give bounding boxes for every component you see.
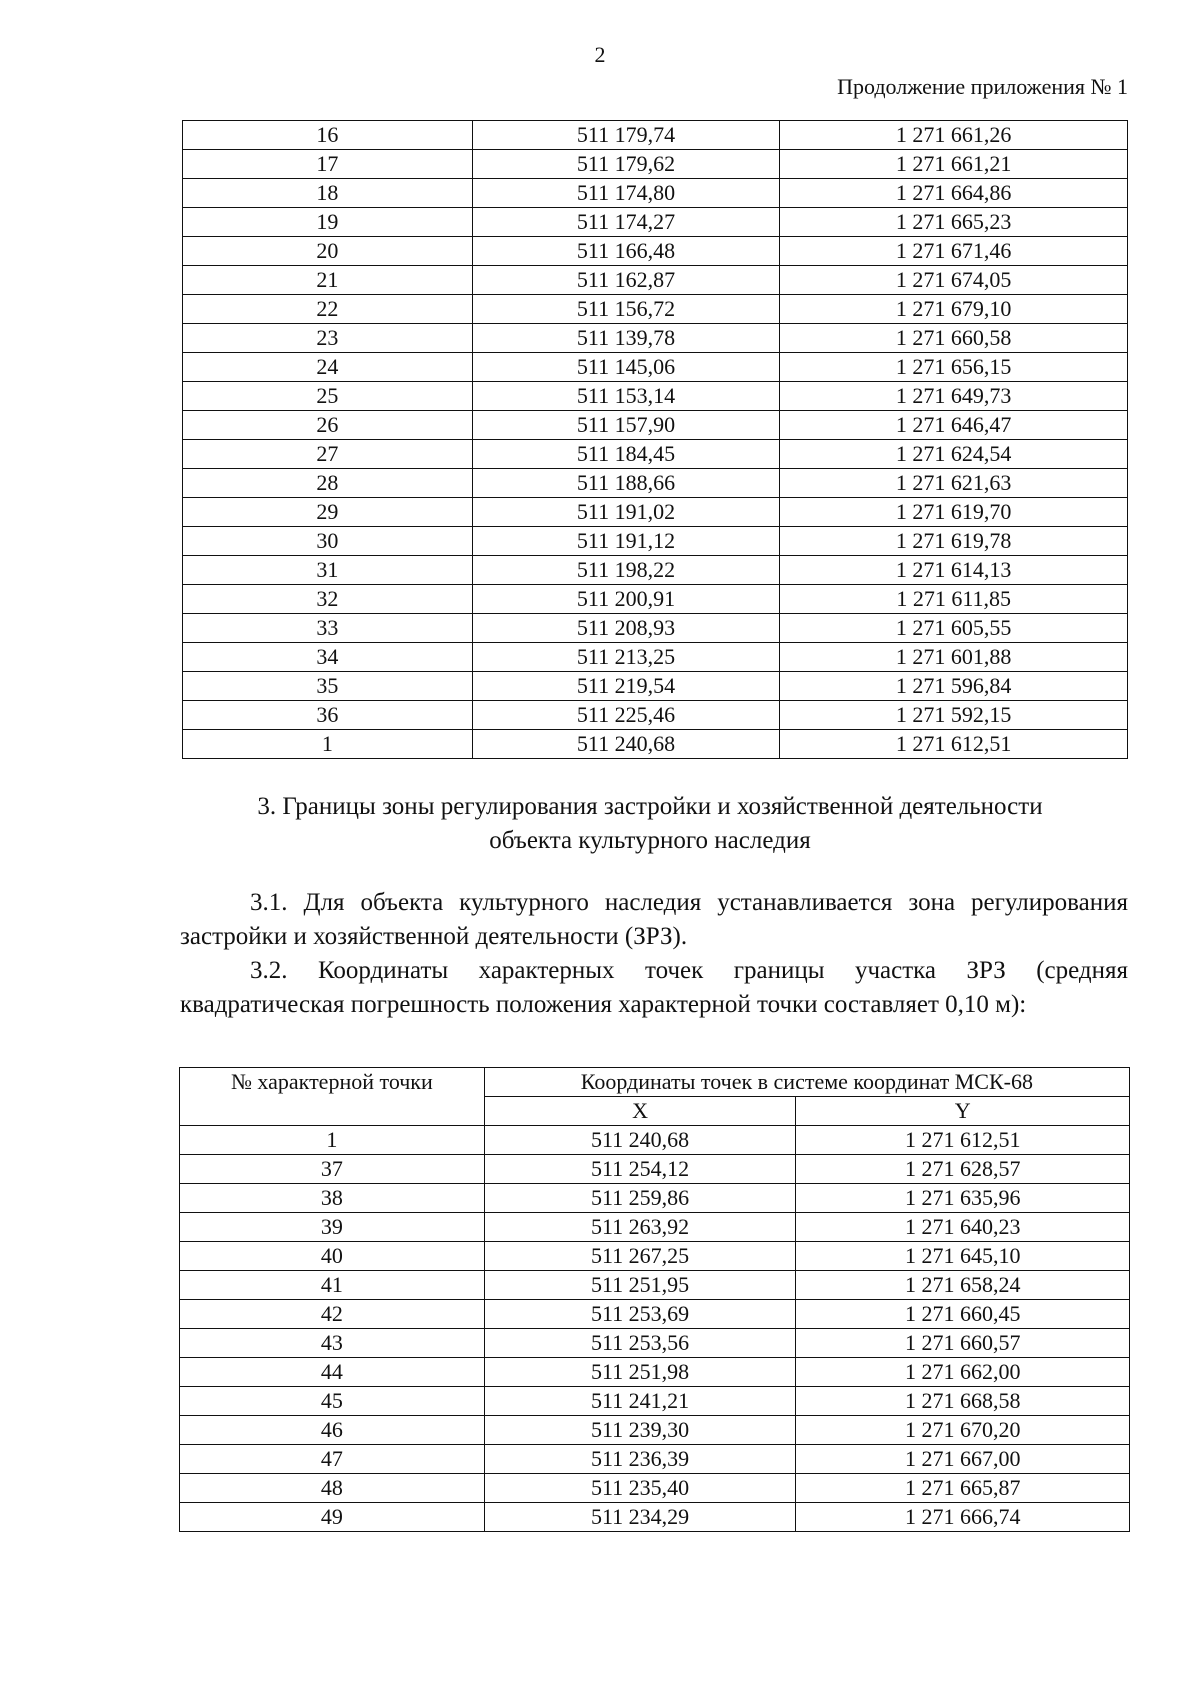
table-row [180, 1213, 1130, 1242]
zrz-coordinates-table-body [180, 1126, 1130, 1532]
paragraph-3-2-text: 3.2. Координаты характерных точек границы участка ЗРЗ (средняя квадратическая погрешность положения характерной точки составляет 0,10 м): [180, 957, 1128, 1018]
table-row [183, 121, 1128, 150]
point-number-cell: 24 [183, 353, 473, 382]
table-row [180, 1445, 1130, 1474]
point-number-cell: 34 [183, 643, 473, 672]
table-row [180, 1184, 1130, 1213]
y-coordinate-cell: 1 271 621,63 [780, 469, 1128, 498]
coordinates-table-continued [182, 120, 1128, 759]
page-number: 2 [594, 42, 606, 67]
table-row [183, 527, 1128, 556]
x-coordinate-cell: 511 259,86 [484, 1184, 796, 1213]
paragraph-3-2 [180, 954, 1128, 1022]
y-coordinate-cell: 1 271 668,58 [796, 1387, 1130, 1416]
x-coordinate-cell: 511 191,02 [472, 498, 780, 527]
x-coordinate-cell: 511 240,68 [484, 1126, 796, 1155]
y-coordinate-cell: 1 271 671,46 [780, 237, 1128, 266]
x-coordinate-cell: 511 153,14 [472, 382, 780, 411]
point-number-cell: 30 [183, 527, 473, 556]
table-row [183, 469, 1128, 498]
table-row [183, 730, 1128, 759]
x-coordinate-cell: 511 239,30 [484, 1416, 796, 1445]
table-header-row [180, 1068, 1130, 1097]
table-row [180, 1300, 1130, 1329]
x-coordinate-cell: 511 251,98 [484, 1358, 796, 1387]
y-coordinate-cell: 1 271 665,23 [780, 208, 1128, 237]
table-row [180, 1358, 1130, 1387]
y-coordinate-cell: 1 271 612,51 [780, 730, 1128, 759]
table-row [180, 1126, 1130, 1155]
point-number-cell: 40 [180, 1242, 485, 1271]
table-row [183, 324, 1128, 353]
point-number-cell: 39 [180, 1213, 485, 1242]
table-row [183, 150, 1128, 179]
y-coordinate-cell: 1 271 679,10 [780, 295, 1128, 324]
x-coordinate-cell: 511 174,27 [472, 208, 780, 237]
section-3-title-line-2: объекта культурного наследия [489, 827, 811, 854]
x-coordinate-cell: 511 139,78 [472, 324, 780, 353]
table-row [183, 672, 1128, 701]
table-row [183, 556, 1128, 585]
x-coordinate-cell: 511 253,56 [484, 1329, 796, 1358]
table-row [180, 1242, 1130, 1271]
point-number-cell: 47 [180, 1445, 485, 1474]
point-number-cell: 46 [180, 1416, 485, 1445]
y-coordinate-cell: 1 271 605,55 [780, 614, 1128, 643]
x-coordinate-cell: 511 188,66 [472, 469, 780, 498]
x-coordinate-cell: 511 166,48 [472, 237, 780, 266]
x-coordinate-cell: 511 200,91 [472, 585, 780, 614]
y-coordinate-cell: 1 271 670,20 [796, 1416, 1130, 1445]
x-coordinate-cell: 511 179,74 [472, 121, 780, 150]
y-coordinate-cell: 1 271 658,24 [796, 1271, 1130, 1300]
x-coordinate-cell: 511 234,29 [484, 1503, 796, 1532]
point-number-cell: 23 [183, 324, 473, 353]
y-coordinate-cell: 1 271 660,58 [780, 324, 1128, 353]
y-coordinate-cell: 1 271 646,47 [780, 411, 1128, 440]
y-coordinate-cell: 1 271 666,74 [796, 1503, 1130, 1532]
x-coordinate-cell: 511 253,69 [484, 1300, 796, 1329]
x-coordinate-cell: 511 157,90 [472, 411, 780, 440]
paragraph-3-1 [180, 886, 1128, 954]
y-coordinate-cell: 1 271 624,54 [780, 440, 1128, 469]
table-row [183, 266, 1128, 295]
table-row [183, 585, 1128, 614]
header-coordinates: Координаты точек в системе координат МСК-68 [484, 1068, 1129, 1097]
y-coordinate-cell: 1 271 665,87 [796, 1474, 1130, 1503]
y-coordinate-cell: 1 271 661,21 [780, 150, 1128, 179]
point-number-cell: 28 [183, 469, 473, 498]
x-coordinate-cell: 511 208,93 [472, 614, 780, 643]
table-row [183, 643, 1128, 672]
y-coordinate-cell: 1 271 649,73 [780, 382, 1128, 411]
point-number-cell: 1 [183, 730, 473, 759]
section-3-title [180, 790, 1120, 858]
point-number-cell: 16 [183, 121, 473, 150]
point-number-cell: 41 [180, 1271, 485, 1300]
x-coordinate-cell: 511 240,68 [472, 730, 780, 759]
x-coordinate-cell: 511 198,22 [472, 556, 780, 585]
section-3-title-line-1: 3. Границы зоны регулирования застройки и хозяйственной деятельности [257, 793, 1043, 820]
x-coordinate-cell: 511 263,92 [484, 1213, 796, 1242]
header-point-number: № характерной точки [180, 1068, 485, 1126]
y-coordinate-cell: 1 271 612,51 [796, 1126, 1130, 1155]
point-number-cell: 48 [180, 1474, 485, 1503]
x-coordinate-cell: 511 162,87 [472, 266, 780, 295]
point-number-cell: 44 [180, 1358, 485, 1387]
x-coordinate-cell: 511 267,25 [484, 1242, 796, 1271]
point-number-cell: 35 [183, 672, 473, 701]
x-coordinate-cell: 511 174,80 [472, 179, 780, 208]
y-coordinate-cell: 1 271 667,00 [796, 1445, 1130, 1474]
x-coordinate-cell: 511 145,06 [472, 353, 780, 382]
point-number-cell: 36 [183, 701, 473, 730]
table-row [183, 208, 1128, 237]
x-coordinate-cell: 511 184,45 [472, 440, 780, 469]
point-number-cell: 45 [180, 1387, 485, 1416]
point-number-cell: 1 [180, 1126, 485, 1155]
y-coordinate-cell: 1 271 661,26 [780, 121, 1128, 150]
y-coordinate-cell: 1 271 601,88 [780, 643, 1128, 672]
x-coordinate-cell: 511 254,12 [484, 1155, 796, 1184]
y-coordinate-cell: 1 271 611,85 [780, 585, 1128, 614]
point-number-cell: 31 [183, 556, 473, 585]
zrz-coordinates-table [179, 1067, 1130, 1532]
table-row [183, 382, 1128, 411]
table-row [183, 411, 1128, 440]
x-coordinate-cell: 511 156,72 [472, 295, 780, 324]
point-number-cell: 17 [183, 150, 473, 179]
x-coordinate-cell: 511 241,21 [484, 1387, 796, 1416]
x-coordinate-cell: 511 219,54 [472, 672, 780, 701]
y-coordinate-cell: 1 271 660,57 [796, 1329, 1130, 1358]
x-coordinate-cell: 511 251,95 [484, 1271, 796, 1300]
table-row [180, 1271, 1130, 1300]
point-number-cell: 21 [183, 266, 473, 295]
y-coordinate-cell: 1 271 592,15 [780, 701, 1128, 730]
y-coordinate-cell: 1 271 596,84 [780, 672, 1128, 701]
table-row [180, 1155, 1130, 1184]
coordinates-table-body [183, 121, 1128, 759]
y-coordinate-cell: 1 271 628,57 [796, 1155, 1130, 1184]
table-row [183, 353, 1128, 382]
table-row [180, 1329, 1130, 1358]
table-row [180, 1503, 1130, 1532]
point-number-cell: 25 [183, 382, 473, 411]
y-coordinate-cell: 1 271 664,86 [780, 179, 1128, 208]
y-coordinate-cell: 1 271 645,10 [796, 1242, 1130, 1271]
y-coordinate-cell: 1 271 640,23 [796, 1213, 1130, 1242]
table-row [183, 440, 1128, 469]
x-coordinate-cell: 511 235,40 [484, 1474, 796, 1503]
x-coordinate-cell: 511 213,25 [472, 643, 780, 672]
table-row [183, 614, 1128, 643]
point-number-cell: 22 [183, 295, 473, 324]
header-x: X [484, 1097, 796, 1126]
table-row [180, 1474, 1130, 1503]
table-row [183, 179, 1128, 208]
y-coordinate-cell: 1 271 619,78 [780, 527, 1128, 556]
paragraph-3-1-text: 3.1. Для объекта культурного наследия устанавливается зона регулирования застройки и хозяйственной деятельности (ЗРЗ). [180, 889, 1128, 950]
table-row [180, 1387, 1130, 1416]
y-coordinate-cell: 1 271 635,96 [796, 1184, 1130, 1213]
point-number-cell: 33 [183, 614, 473, 643]
continuation-label: Продолжение приложения № 1 [837, 74, 1128, 99]
point-number-cell: 18 [183, 179, 473, 208]
point-number-cell: 26 [183, 411, 473, 440]
y-coordinate-cell: 1 271 662,00 [796, 1358, 1130, 1387]
y-coordinate-cell: 1 271 614,13 [780, 556, 1128, 585]
x-coordinate-cell: 511 191,12 [472, 527, 780, 556]
y-coordinate-cell: 1 271 660,45 [796, 1300, 1130, 1329]
table-row [183, 498, 1128, 527]
point-number-cell: 49 [180, 1503, 485, 1532]
y-coordinate-cell: 1 271 619,70 [780, 498, 1128, 527]
table-row [183, 295, 1128, 324]
point-number-cell: 42 [180, 1300, 485, 1329]
point-number-cell: 38 [180, 1184, 485, 1213]
x-coordinate-cell: 511 179,62 [472, 150, 780, 179]
point-number-cell: 27 [183, 440, 473, 469]
y-coordinate-cell: 1 271 656,15 [780, 353, 1128, 382]
point-number-cell: 29 [183, 498, 473, 527]
point-number-cell: 19 [183, 208, 473, 237]
table-row [180, 1416, 1130, 1445]
table-row [183, 237, 1128, 266]
x-coordinate-cell: 511 225,46 [472, 701, 780, 730]
table-row [183, 701, 1128, 730]
point-number-cell: 20 [183, 237, 473, 266]
point-number-cell: 37 [180, 1155, 485, 1184]
x-coordinate-cell: 511 236,39 [484, 1445, 796, 1474]
point-number-cell: 32 [183, 585, 473, 614]
point-number-cell: 43 [180, 1329, 485, 1358]
y-coordinate-cell: 1 271 674,05 [780, 266, 1128, 295]
header-y: Y [796, 1097, 1130, 1126]
